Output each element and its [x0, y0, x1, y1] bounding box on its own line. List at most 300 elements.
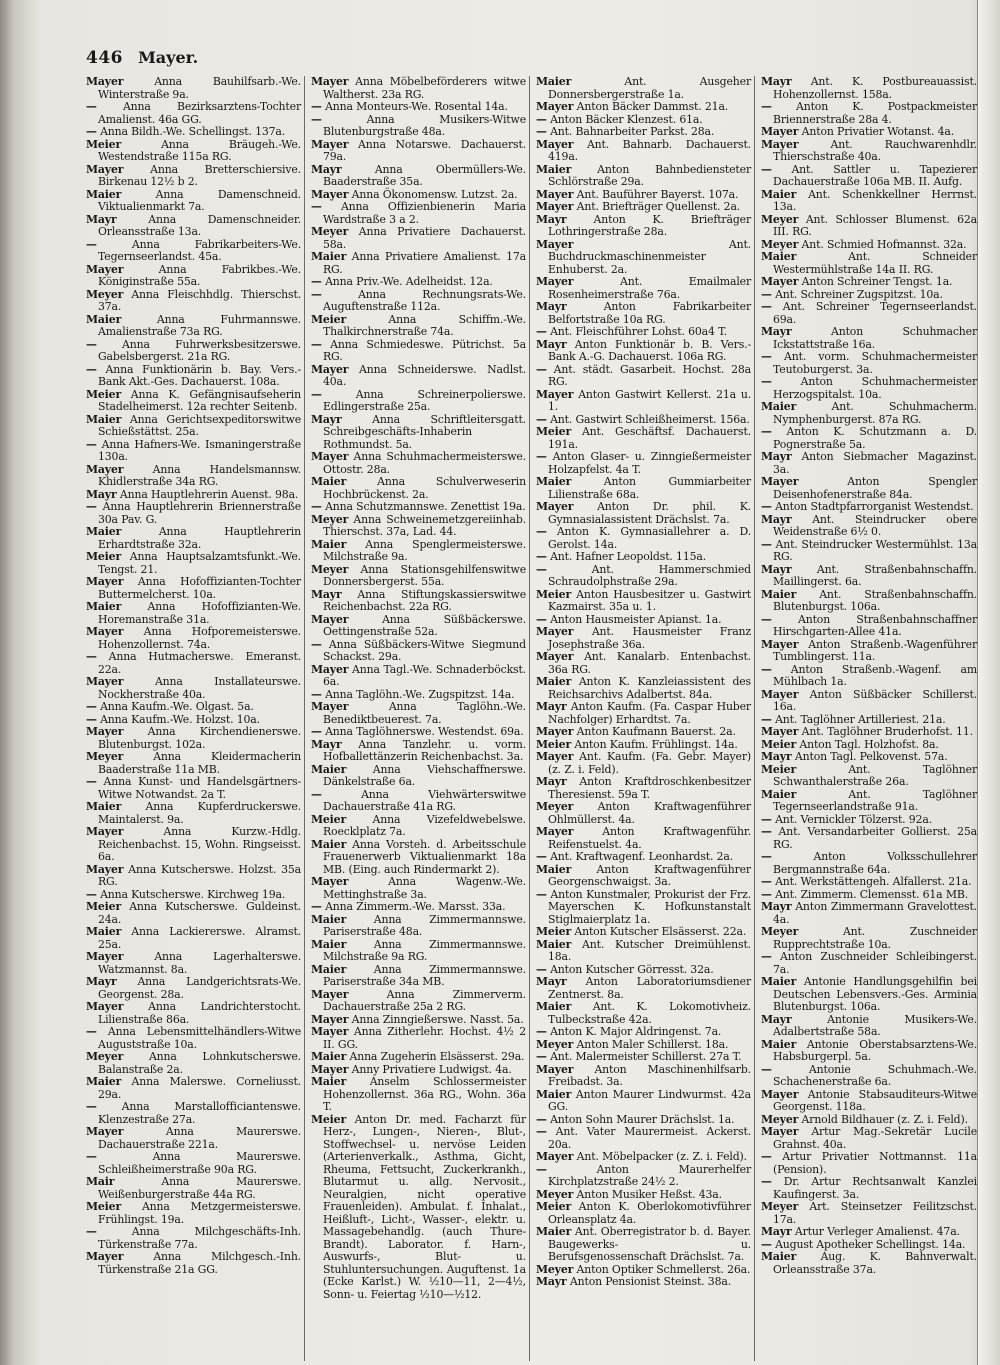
entry-details: Ant. Kutscher Dreimühlenst. 18a.: [548, 937, 751, 963]
directory-entry: [311, 201, 526, 226]
directory-entry: [86, 239, 301, 264]
entry-surname: Mayer: [761, 125, 799, 138]
directory-entry: [761, 376, 977, 401]
entry-surname: —: [311, 725, 322, 738]
entry-surname: Mayer: [311, 700, 349, 713]
entry-surname: —: [536, 362, 547, 376]
directory-entry: [311, 664, 526, 689]
entry-surname: —: [761, 812, 772, 826]
entry-details: Ant. Geschäftsf. Dachauerst. 191a.: [548, 425, 751, 451]
entry-surname: Meier: [761, 762, 797, 776]
directory-entry: [311, 389, 526, 414]
entry-surname: Maier: [311, 475, 347, 488]
entry-surname: —: [311, 337, 322, 351]
entry-details: Anton Pensionist Steinst. 38a.: [569, 1275, 732, 1288]
entry-surname: Mayer: [536, 100, 574, 113]
entry-surname: —: [311, 637, 322, 651]
directory-entry: [536, 239, 751, 277]
entry-surname: Mayr: [761, 1225, 792, 1238]
column-3: [536, 76, 755, 1361]
entry-surname: Maier: [311, 837, 347, 851]
entry-surname: Maier: [86, 600, 122, 613]
directory-entry: [311, 989, 526, 1014]
directory-entry: [761, 851, 977, 876]
directory-entry: [761, 1151, 977, 1176]
entry-surname: —: [86, 362, 97, 376]
directory-entry: [761, 476, 977, 501]
entry-surname: —: [761, 300, 772, 313]
entry-surname: Meyer: [536, 1187, 574, 1201]
entry-surname: Meier: [86, 1200, 122, 1213]
entry-details: Ant. Schreiner Tegernseerlandst. 69a.: [773, 300, 977, 326]
entry-surname: —: [86, 125, 97, 138]
directory-entry: [86, 1076, 301, 1101]
entry-details: Anton K. Schutzmann a. D. Pognerstraße 5a.: [773, 425, 977, 451]
entry-details: Ant. Steindrucker Westermühlst. 13a RG.: [773, 537, 978, 563]
entry-details: Anna Hauptlehrerin Briennerstraße 30a Pav. G.: [98, 500, 301, 526]
entry-details: Anna Hauptlehrerin Erhardtstraße 32a.: [98, 525, 301, 551]
entry-details: Anton K. Postpackmeister Briennerstraße 28a 4.: [773, 100, 977, 126]
directory-entry: [311, 364, 526, 389]
directory-entry: [86, 1151, 301, 1176]
entry-details: Anna Obermüllers-We. Baaderstraße 35a.: [323, 162, 526, 188]
directory-entry: [761, 789, 977, 814]
entry-details: Ant. Straßenbahnschaffn. Blutenburgst. 106a.: [773, 587, 977, 613]
directory-entry: [86, 439, 301, 464]
entry-surname: Mayr: [536, 300, 567, 313]
entry-surname: —: [536, 1112, 547, 1126]
entry-details: Antonie Musikers-We. Adalbertstraße 58a.: [773, 1012, 978, 1038]
entry-surname: Mayer: [536, 387, 574, 401]
entry-details: Anton Zimmermann Gravelottest. 4a.: [773, 900, 977, 926]
directory-columns: [86, 76, 980, 1361]
entry-details: August Apotheker Schellingst. 14a.: [775, 1237, 966, 1251]
directory-entry: [86, 501, 301, 526]
entry-surname: —: [86, 100, 97, 113]
directory-entry: [86, 601, 301, 626]
entry-surname: Maier: [761, 250, 797, 263]
directory-entry: [311, 414, 526, 452]
entry-details: Anton Gummiarbeiter Lilienstraße 68a.: [548, 475, 751, 501]
directory-entry: [86, 101, 301, 126]
directory-entry: [311, 739, 526, 764]
entry-surname: Mayr: [86, 212, 117, 226]
directory-entry: [761, 1039, 977, 1064]
entry-surname: Meyer: [536, 800, 574, 813]
entry-details: Artur Privatier Nottmannst. 11a (Pension).: [773, 1150, 978, 1176]
entry-details: Ant. Rauchwarenhdlr. Thierschstraße 40a.: [773, 137, 977, 163]
entry-details: Anna Bezirksarztens-Tochter Amalienst. 46a GG.: [98, 100, 301, 126]
entry-details: Anton Bäcker Klenzest. 61a.: [550, 112, 703, 126]
entry-details: Antonie Handlungsgehilfin bei Deutschen Lebensvers.-Ges. Arminia Blutenburgst. 106a.: [773, 975, 977, 1013]
entry-surname: Mayr: [761, 1012, 792, 1026]
entry-surname: Mayer: [311, 875, 349, 888]
entry-details: Ant. Taglöhner Artilleriest. 21a.: [775, 712, 946, 726]
entry-details: Anton Maschinenhilfsarb. Freibadst. 3a.: [548, 1062, 751, 1088]
entry-details: Anna Fleischhdlg. Thierschst. 37a.: [98, 287, 302, 313]
entry-surname: Mayer: [536, 275, 574, 288]
directory-entry: [86, 801, 301, 826]
directory-entry: [761, 139, 977, 164]
directory-entry: [86, 526, 301, 551]
entry-details: Ant. Buchdruckmaschinenmeister Enhuberst. 2a.: [548, 237, 751, 276]
directory-entry: [311, 251, 526, 276]
entry-surname: Mayer: [86, 76, 124, 88]
entry-details: Anna Privatiere Dachauerst. 58a.: [323, 225, 526, 251]
directory-entry: [761, 689, 977, 714]
entry-details: Anna Fuhrmannswe. Amalienstraße 73a RG.: [98, 312, 301, 338]
entry-details: Anton Zuschneider Schleibingerst. 7a.: [773, 950, 978, 976]
entry-details: Anna Musikers-Witwe Blutenburgstraße 48a.: [323, 112, 526, 138]
entry-surname: —: [761, 850, 772, 863]
entry-details: Anna Kutscherswe. Guldeinst. 24a.: [98, 900, 301, 926]
entry-details: Anna Kupferdruckerswe. Maintalerst. 9a.: [98, 800, 301, 826]
entry-details: Ant. Taglöhner Bruderhofst. 11.: [801, 725, 973, 738]
entry-details: Ant. Fleischführer Lohst. 60a4 T.: [550, 325, 727, 338]
entry-surname: —: [761, 287, 772, 301]
directory-entry: [86, 626, 301, 651]
entry-details: Ant. Hafner Leopoldst. 115a.: [550, 550, 707, 563]
entry-surname: —: [311, 787, 322, 801]
entry-surname: Maier: [311, 537, 347, 551]
entry-details: Ant. Taglöhner Schwanthalerstraße 26a.: [773, 762, 978, 788]
directory-entry: [86, 1176, 301, 1201]
entry-surname: Mayer: [311, 987, 349, 1001]
entry-details: Anna Lebensmittelhändlers-Witwe Auguststraße 10a.: [98, 1025, 301, 1051]
entry-details: Anton K. Kanzleiassistent des Reichsarchivs Adalbertst. 84a.: [548, 675, 751, 701]
directory-entry: [761, 301, 977, 326]
directory-entry: [311, 1114, 526, 1302]
directory-entry: [536, 801, 751, 826]
entry-surname: —: [536, 125, 547, 138]
entry-surname: Mair: [86, 1175, 115, 1188]
directory-entry: [761, 951, 977, 976]
entry-details: Art. Steinsetzer Feilitzschst. 17a.: [773, 1200, 977, 1226]
directory-entry: [761, 1201, 977, 1226]
entry-surname: Mayer: [761, 1087, 799, 1101]
entry-details: Anna Schmiedeswe. Pütrichst. 5a RG.: [323, 337, 526, 363]
entry-details: Anna Rechnungsrats-We. Auguftenstraße 112a.: [323, 287, 526, 313]
entry-details: Anna Schutzmannswe. Zenettist 19a.: [325, 500, 526, 513]
entry-details: Ant. Ausgeher Donnersbergerstraße 1a.: [548, 76, 752, 101]
entry-surname: —: [761, 1150, 772, 1163]
directory-entry: [536, 1164, 751, 1189]
directory-entry: [761, 76, 977, 101]
entry-surname: —: [536, 550, 547, 563]
entry-surname: Maier: [311, 962, 347, 976]
entry-details: Ant. Hausmeister Franz Josephstraße 36a.: [548, 625, 751, 651]
directory-entry: [311, 564, 526, 589]
entry-details: Anton Volksschullehrer Bergmannstraße 64a.: [773, 850, 977, 876]
directory-entry: [86, 726, 301, 751]
entry-surname: Mayer: [536, 625, 574, 638]
entry-details: Ant. K. Postbureauassist. Hohenzollernst. 158a.: [773, 76, 977, 101]
entry-surname: —: [761, 425, 772, 438]
entry-details: Anna Schreinerpolierswe. Edlingerstraße 25a.: [323, 387, 526, 413]
entry-surname: Mayer: [86, 575, 124, 588]
entry-surname: Mayer: [311, 187, 349, 201]
entry-details: Ant. Kaufm. (Fa. Gebr. Mayer) (z. Z. i. Feld).: [548, 750, 751, 776]
entry-details: Anna Taglöhnerswe. Westendst. 69a.: [325, 725, 524, 738]
entry-details: Anton K. Oberlokomotivführer Orleansplatz 4a.: [548, 1200, 751, 1226]
entry-surname: —: [536, 962, 547, 976]
entry-surname: Mayer: [536, 650, 574, 663]
directory-entry: [311, 764, 526, 789]
entry-details: Ant. Bauführer Bayerst. 107a.: [576, 187, 739, 201]
entry-details: Anton Musiker Heßst. 43a.: [576, 1187, 722, 1201]
entry-surname: Maier: [311, 1075, 347, 1088]
entry-surname: —: [311, 500, 322, 513]
entry-details: Anna Maurerswe. Dachauerstraße 221a.: [98, 1125, 302, 1151]
directory-entry: [311, 476, 526, 501]
directory-entry: [536, 214, 751, 239]
directory-entry: [536, 276, 751, 301]
entry-details: Anton Süßbäcker Schillerst. 16a.: [773, 687, 977, 713]
entry-details: Anna Schweinemetzgereiinhab. Thierschst. 37a, Lad. 44.: [323, 512, 527, 538]
entry-details: Anna Schriftleitersgatt. Schreibgeschäfts-Inhaberin Rothmundst. 5a.: [323, 412, 526, 451]
directory-entry: [86, 864, 301, 889]
entry-details: Anna Kaufm.-We. Holzst. 10a.: [100, 712, 260, 726]
entry-details: Ant. Sattler u. Tapezierer Dachauerstraße 106a MB. II. Aufg.: [773, 162, 977, 188]
entry-surname: Meier: [86, 137, 122, 151]
entry-details: Ant. Emailmaler Rosenheimerstraße 76a.: [548, 275, 752, 301]
entry-details: Anton K. Major Aldringenst. 7a.: [550, 1025, 722, 1038]
directory-entry: [86, 751, 301, 776]
entry-details: Dr. Artur Rechtsanwalt Kanzlei Kaufingerst. 3a.: [773, 1175, 978, 1201]
entry-details: Anton Optiker Schmellerst. 26a.: [576, 1262, 751, 1276]
entry-details: Anna Süßbäckerswe. Oettingenstraße 52a.: [323, 612, 527, 638]
directory-entry: [536, 776, 751, 801]
directory-entry: [761, 976, 977, 1014]
entry-details: Anna Fabrikarbeiters-We. Tegernseerlandst. 45a.: [98, 237, 302, 263]
entry-surname: Maier: [311, 250, 347, 263]
entry-surname: —: [311, 100, 322, 113]
entry-details: Ant. Schenkkellner Herrnst. 13a.: [773, 187, 977, 213]
entry-details: Anna Gerichtsexpeditorswitwe Schießstättst. 25a.: [98, 412, 301, 438]
entry-details: Ant. Versandarbeiter Gollierst. 25a RG.: [773, 825, 977, 851]
entry-details: Anna Maurerswe. Schleißheimerstraße 90a RG.: [98, 1150, 301, 1176]
entry-details: Anna Kunst- und Handelsgärtners-Witwe Notwandst. 2a T.: [98, 775, 302, 801]
entry-details: Anna Vizefeldwebelswe. Roecklplatz 7a.: [323, 812, 526, 838]
directory-entry: [86, 576, 301, 601]
entry-surname: —: [86, 650, 97, 663]
column-1: [86, 76, 305, 1361]
directory-entry: [536, 339, 751, 364]
entry-surname: Maier: [311, 937, 347, 951]
entry-details: Anton Kaufm. (Fa. Caspar Huber Nachfolger) Erhardtst. 7a.: [548, 700, 751, 726]
entry-details: Ant. Bahnarb. Dachauerst. 419a.: [548, 137, 751, 163]
entry-details: Anna Damenschneider. Orleansstraße 13a.: [98, 212, 301, 238]
entry-details: Anna Wagenw.-We. Mettinghstraße 3a.: [323, 875, 527, 901]
entry-surname: —: [86, 1025, 97, 1038]
entry-surname: —: [86, 500, 97, 513]
entry-details: Anna Kleidermacherin Baaderstraße 11a MB.: [98, 750, 301, 776]
directory-entry: [86, 1001, 301, 1026]
entry-details: Anna Kutscherswe. Kirchweg 19a.: [100, 887, 286, 901]
entry-surname: —: [86, 887, 97, 901]
directory-entry: [536, 501, 751, 526]
entry-details: Anna Milchgesch.-Inh. Türkenstraße 21a GG.: [98, 1250, 301, 1276]
directory-entry: [86, 314, 301, 339]
entry-details: Anton Maler Schillerst. 18a.: [576, 1037, 729, 1051]
entry-surname: Maier: [761, 400, 797, 413]
entry-surname: Maier: [536, 937, 572, 951]
entry-details: Anton K. Gymnasiallehrer a. D. Gerolst. 14a.: [548, 525, 751, 551]
directory-entry: [536, 364, 751, 389]
directory-entry: [311, 539, 526, 564]
directory-entry: [311, 614, 526, 639]
directory-entry: [311, 514, 526, 539]
entry-details: Anton Straßenbahnschaffner Hirschgarten-Allee 41a.: [773, 612, 978, 638]
directory-entry: [86, 901, 301, 926]
entry-details: Anna Zimmermannswe. Pariserstraße 34a MB.: [323, 962, 526, 988]
directory-entry: [311, 114, 526, 139]
entry-details: Anna Viehwärterswitwe Dachauerstraße 41a RG.: [323, 787, 526, 813]
entry-details: Anna Metzgermeisterswe. Frühlingst. 19a.: [98, 1200, 301, 1226]
entry-surname: Mayer: [536, 725, 574, 738]
entry-surname: Mayer: [311, 450, 349, 463]
directory-entry: [86, 389, 301, 414]
entry-surname: Meier: [86, 387, 122, 401]
entry-details: Anton Kunstmaler, Prokurist der Frz. Mayerschen K. Hofkunstanstalt Stiglmaierplatz 1a.: [548, 887, 752, 926]
entry-details: Anton Schreiner Tengst. 1a.: [801, 275, 953, 288]
entry-details: Anton Hausmeister Apianst. 1a.: [550, 612, 722, 626]
entry-details: Anton Kaufmann Bauerst. 2a.: [576, 725, 736, 738]
page-number: 446: [86, 48, 123, 68]
entry-surname: —: [536, 525, 547, 538]
directory-entry: [536, 976, 751, 1001]
entry-details: Anna Priv.-We. Adelheidst. 12a.: [325, 275, 493, 288]
directory-entry: [761, 901, 977, 926]
entry-surname: Mayer: [761, 475, 799, 488]
directory-entry: [86, 139, 301, 164]
entry-details: Anna Offizienbienerin Maria Wardstraße 3 a 2.: [323, 200, 526, 226]
entry-details: Anna Damenschneid. Viktualienmarkt 7a.: [98, 187, 301, 213]
directory-entry: [311, 76, 526, 101]
page-header: [86, 48, 966, 72]
entry-details: Anna Zinngießerswe. Nasst. 5a.: [351, 1012, 524, 1026]
entry-details: Anna Zimmerm.-We. Marsst. 33a.: [325, 900, 506, 913]
entry-details: Anna Hauptlehrerin Auenst. 98a.: [119, 487, 299, 501]
entry-details: Anna Schulverweserin Hochbrückenst. 2a.: [323, 475, 526, 501]
entry-details: Anton Glaser- u. Zinngießermeister Holzapfelst. 4a T.: [548, 450, 751, 476]
entry-details: Anton Schuhmacher Ickstattstraße 16a.: [773, 325, 977, 351]
directory-entry: [536, 651, 751, 676]
entry-surname: —: [761, 375, 772, 388]
entry-details: Anna Bildh.-We. Schellingst. 137a.: [100, 125, 286, 138]
entry-surname: Maier: [536, 76, 572, 88]
entry-surname: —: [761, 537, 772, 551]
entry-surname: Meier: [86, 550, 122, 563]
directory-entry: [86, 1201, 301, 1226]
entry-surname: Maier: [536, 1087, 572, 1101]
entry-details: Anton Funktionär b. B. Vers.-Bank A.-G. Dachauerst. 106a RG.: [548, 337, 752, 363]
entry-surname: Maier: [311, 762, 347, 776]
entry-surname: Mayer: [536, 237, 574, 251]
entry-surname: Mayr: [536, 975, 567, 988]
entry-details: Artur Verleger Amalienst. 47a.: [794, 1225, 960, 1238]
entry-details: Ant. Oberregistrator b. d. Bayer. Baugewerks- u. Berufsgenossenschaft Drächslst. 7a.: [548, 1225, 751, 1263]
directory-entry: [536, 389, 751, 414]
directory-entry: [761, 451, 977, 476]
directory-entry: [536, 701, 751, 726]
entry-details: Antonie Schuhmach.-We. Schachenerstraße 6a.: [773, 1062, 977, 1088]
entry-surname: Mayr: [311, 587, 342, 601]
directory-entry: [536, 1201, 751, 1226]
directory-entry: [86, 464, 301, 489]
entry-surname: Maier: [761, 187, 797, 201]
directory-entry: [86, 1101, 301, 1126]
entry-details: Ant. Kraftwagenf. Leonhardst. 2a.: [550, 850, 734, 863]
directory-entry: [311, 451, 526, 476]
directory-entry: [536, 1126, 751, 1151]
directory-entry: [311, 1076, 526, 1114]
entry-details: Anna Marstallofficiantenswe. Klenzestraße 27a.: [98, 1100, 301, 1126]
entry-surname: Maier: [761, 787, 797, 801]
entry-surname: Maier: [86, 925, 122, 938]
entry-details: Anton Straßenb.-Wagenführer Tumblingerst. 11a.: [773, 637, 977, 663]
directory-entry: [86, 189, 301, 214]
directory-entry: [536, 564, 751, 589]
entry-details: Anton Privatier Wotanst. 4a.: [801, 125, 955, 138]
entry-details: Ant. Steindrucker obere Weidenstraße 6½ 0.: [773, 512, 978, 538]
directory-entry: [86, 289, 301, 314]
directory-entry: [86, 214, 301, 239]
entry-surname: Mayr: [536, 775, 567, 788]
entry-surname: —: [536, 325, 547, 338]
directory-entry: [536, 76, 751, 101]
entry-surname: —: [86, 775, 97, 788]
entry-details: Ant. vorm. Schuhmachermeister Teutoburgerst. 3a.: [773, 350, 978, 376]
entry-details: Anna Taglöhn.-We. Benediktbeuerest. 7a.: [323, 700, 526, 726]
directory-entry: [536, 676, 751, 701]
directory-entry: [311, 639, 526, 664]
entry-surname: —: [536, 1125, 547, 1138]
entry-surname: Meier: [536, 587, 572, 601]
entry-surname: Meyer: [761, 1112, 799, 1126]
entry-details: Anna Ökonomensw. Lutzst. 2a.: [351, 187, 518, 201]
entry-surname: —: [311, 200, 322, 213]
entry-surname: Mayer: [86, 162, 124, 176]
directory-entry: [86, 926, 301, 951]
entry-details: Anna Lohnkutscherswe. Balanstraße 2a.: [98, 1050, 301, 1076]
entry-surname: —: [86, 712, 97, 726]
entry-surname: Maier: [536, 475, 572, 488]
entry-surname: Mayr: [761, 76, 792, 88]
entry-details: Ant. städt. Gasarbeit. Hochst. 28a RG.: [548, 362, 751, 388]
entry-surname: Maier: [536, 862, 572, 876]
entry-details: Anton Schuhmachermeister Herzogspitalst. 10a.: [773, 375, 977, 401]
entry-surname: Meyer: [311, 225, 349, 238]
entry-surname: Mayer: [86, 625, 124, 638]
entry-details: Ant. Schneider Westermühlstraße 14a II. RG.: [773, 250, 978, 276]
entry-details: Anna Stationsgehilfenswitwe Donnersbergerst. 55a.: [323, 562, 526, 588]
entry-surname: Mayr: [311, 162, 342, 176]
directory-entry: [311, 876, 526, 901]
directory-entry: [761, 164, 977, 189]
entry-surname: Mayer: [761, 637, 799, 651]
entry-details: Anton Siebmacher Magazinst. 3a.: [773, 450, 977, 476]
entry-surname: —: [536, 1050, 547, 1063]
directory-entry: [311, 701, 526, 726]
entry-surname: Mayer: [536, 137, 574, 151]
entry-surname: Mayer: [761, 1125, 799, 1138]
directory-entry: [761, 189, 977, 214]
directory-entry: [86, 1226, 301, 1251]
directory-entry: [761, 664, 977, 689]
entry-details: Ant. Schreiner Zugspitzst. 10a.: [775, 287, 943, 301]
directory-entry: [761, 1089, 977, 1114]
